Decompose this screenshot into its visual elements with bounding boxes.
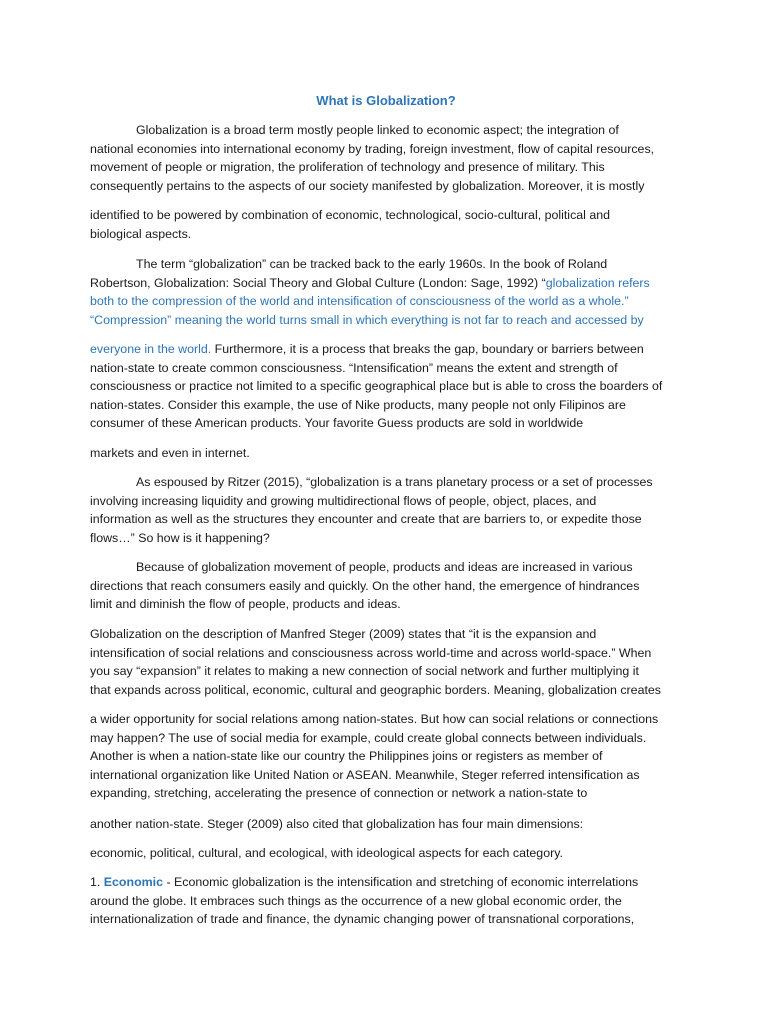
text-line: involving increasing liquidity and growing multidirectional flows of people, object, places, and xyxy=(90,493,597,508)
text-line: consciousness or practice not limited to a specific geographical place but is able to cross the boarders of xyxy=(90,379,663,394)
text-line: As espoused by Ritzer (2015), “globalization is a trans planetary process or a set of processes xyxy=(136,475,653,489)
quote-highlight: “Compression” meaning the world turns small in which everything is not far to reach and accessed by xyxy=(90,312,644,327)
dimension-term: Economic xyxy=(103,875,163,889)
text-line xyxy=(90,340,682,359)
text-line: consequently pertains to the aspects of our society manifested by globalization. Moreover, it is mostly xyxy=(90,178,645,193)
text-line: around the globe. It embraces such things as the occurrence of a new global economic order, the xyxy=(90,893,622,908)
text-line: limit and diminish the flow of people, products and ideas. xyxy=(90,597,401,612)
paragraph-robertson xyxy=(90,255,682,329)
text-line: Because of globalization movement of people, products and ideas are increased in various xyxy=(136,560,633,574)
text-run: Robertson, Globalization: Social Theory and Global Culture (London: Sage, 1992) “ xyxy=(90,275,546,290)
paragraph-dimensions xyxy=(90,815,682,834)
text-line: Globalization on the description of Manfred Steger (2009) states that “it is the expansion and xyxy=(90,627,597,641)
text-line: may happen? The use of social media for example, could create global connects between individuals. xyxy=(90,730,647,745)
text-line: directions that reach consumers easily and quickly. On the other hand, the emergence of hindrances xyxy=(90,578,640,593)
text-run: Furthermore, it is a process that breaks the gap, boundary or barriers between xyxy=(211,342,644,356)
text-line: identified to be powered by combination of economic, technological, socio-cultural, political and xyxy=(90,208,611,222)
text-line: expanding, stretching, accelerating the presence of connection or network a nation-state to xyxy=(90,786,588,801)
page-title: What is Globalization? xyxy=(316,93,456,108)
text-line: biological aspects. xyxy=(90,226,192,241)
quote-highlight: both to the compression of the world and intensification of consciousness of the world as a whole.” xyxy=(90,294,629,309)
text-line: The term “globalization” can be tracked back to the early 1960s. In the book of Roland xyxy=(136,257,608,271)
text-line: nation-states. Consider this example, the use of Nike products, many people not only Filipinos are xyxy=(90,397,626,412)
text-line xyxy=(90,873,682,892)
paragraph-movement xyxy=(90,558,682,614)
text-line: that expands across political, economic, cultural and geographic borders. Meaning, globalization creates xyxy=(90,682,661,697)
text-line: Another is when a nation-state like our country the Philippines joins or registers as member of xyxy=(90,749,603,764)
list-number: 1. xyxy=(90,875,104,889)
paragraph-economic xyxy=(90,873,682,929)
text-line: you say “expansion” it relates to making a new connection of social network and further multiplying it xyxy=(90,664,639,679)
text-line xyxy=(90,274,682,293)
text-line: flows…” So how is it happening? xyxy=(90,530,270,545)
text-line: nation-state to create common consciousness. “Intensification” means the extent and strength of xyxy=(90,360,618,375)
text-line: information as well as the structures they encounter and create that are barriers to, or expedite those xyxy=(90,512,642,527)
paragraph-ritzer xyxy=(90,473,682,547)
text-line: internationalization of trade and finance, the dynamic changing power of transnational corporations, xyxy=(90,912,635,927)
text-line: consumer of these American products. Your favorite Guess products are sold in worldwide xyxy=(90,416,584,431)
paragraph-steger xyxy=(90,625,682,699)
text-line: international organization like United Nation or ASEAN. Meanwhile, Steger referred intensification as xyxy=(90,767,640,782)
paragraph-intro xyxy=(90,121,682,195)
text-line: Globalization is a broad term mostly people linked to economic aspect; the integration of xyxy=(136,123,619,137)
paragraph-intro-continued xyxy=(90,206,682,243)
text-line: movement of people or migration, the proliferation of technology and presence of military. This xyxy=(90,160,605,175)
text-line: intensification of social relations and consciousness across world-time and across world-space.” When xyxy=(90,645,652,660)
quote-highlight: everyone in the world. xyxy=(90,342,212,356)
paragraph-social-relations xyxy=(90,710,682,803)
text-line: national economies into international economy by trading, foreign investment, flow of capital resources, xyxy=(90,141,655,156)
paragraph-compression xyxy=(90,340,682,433)
text-line: another nation-state. Steger (2009) also cited that globalization has four main dimensions: xyxy=(90,817,584,831)
quote-highlight: globalization refers xyxy=(545,275,650,290)
paragraph-markets xyxy=(90,444,682,463)
text-line: markets and even in internet. xyxy=(90,446,250,460)
text-run: - Economic globalization is the intensification and stretching of economic interrelations xyxy=(163,875,639,889)
text-line: a wider opportunity for social relations among nation-states. But how can social relations or connections xyxy=(90,712,659,726)
paragraph-dimensions-list xyxy=(90,844,682,863)
text-line: economic, political, cultural, and ecological, with ideological aspects for each category. xyxy=(90,846,563,860)
